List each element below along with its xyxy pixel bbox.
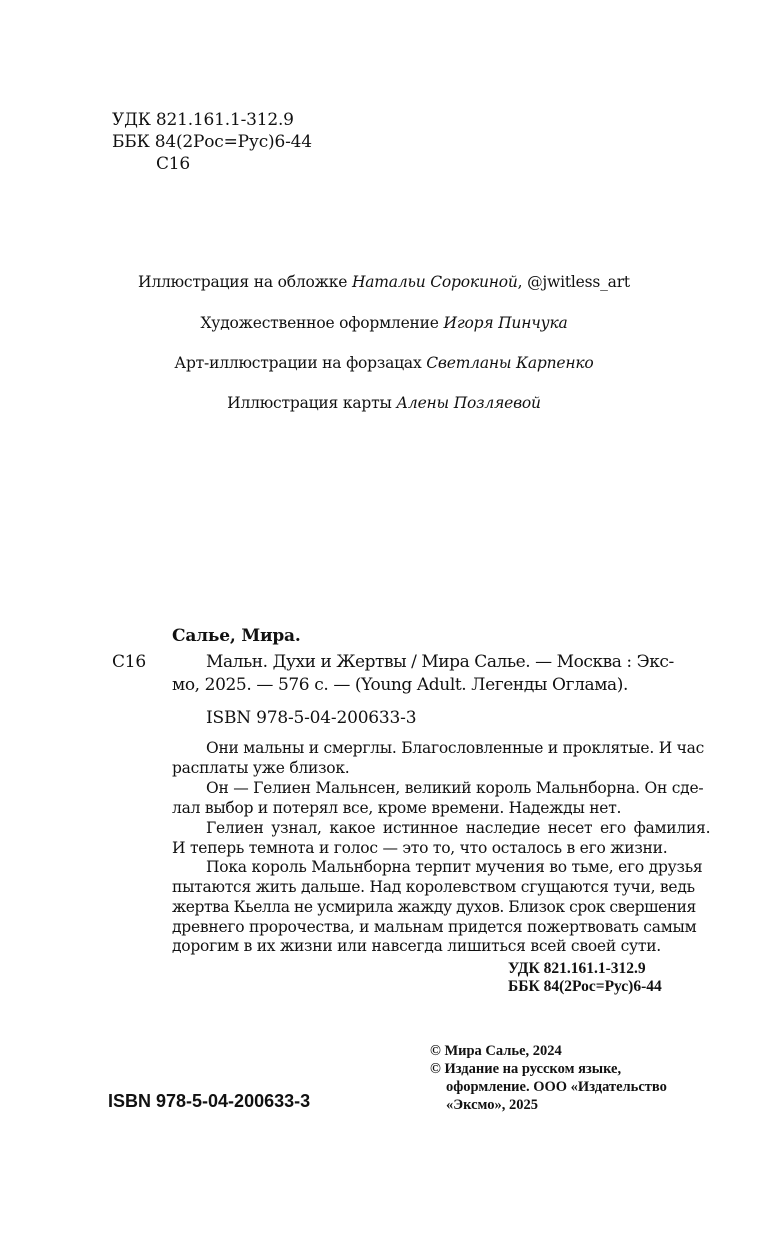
credit-label: Иллюстрация на обложке bbox=[138, 273, 352, 291]
annotation-line: пытаются жить дальше. Над королевством сгущаются тучи, ведь bbox=[172, 878, 695, 896]
isbn-record: ISBN 978-5-04-200633-3 bbox=[206, 708, 417, 728]
credit-endpapers bbox=[0, 354, 768, 372]
author-mark-bib: С16 bbox=[112, 652, 147, 672]
bib-description-line-2: мо, 2025. — 576 с. — (Young Adult. Легенды Оглама). bbox=[172, 675, 629, 695]
author-mark: С16 bbox=[156, 154, 191, 174]
credit-label: Художественное оформление bbox=[200, 314, 444, 332]
copyright-edition: © Издание на русском языке, bbox=[430, 1061, 622, 1077]
annotation-line: дорогим в их жизни или навсегда лишиться всей своей сути. bbox=[172, 937, 661, 955]
copyright-design: оформление. ООО «Издательство bbox=[446, 1079, 667, 1095]
credit-name: Светланы Карпенко bbox=[426, 354, 594, 372]
udk-code-bottom: УДК 821.161.1-312.9 bbox=[508, 960, 646, 977]
copyright-author: © Мира Салье, 2024 bbox=[430, 1043, 562, 1059]
bib-description-line-1: Мальн. Духи и Жертвы / Мира Салье. — Москва : Экс- bbox=[206, 652, 674, 672]
credit-design bbox=[0, 314, 768, 332]
isbn-bottom: ISBN 978-5-04-200633-3 bbox=[108, 1091, 311, 1111]
credit-name: Алены Позляевой bbox=[396, 394, 541, 412]
annotation-line: жертва Кьелла не усмирила жажду духов. Близок срок свершения bbox=[172, 898, 696, 916]
annotation-line: Гелиен узнал, какое истинное наследие несет его фамилия. bbox=[206, 819, 711, 837]
credit-name: Игоря Пинчука bbox=[443, 314, 568, 332]
annotation-line: древнего пророчества, и мальнам придется пожертвовать самым bbox=[172, 918, 697, 936]
udk-code: УДК 821.161.1-312.9 bbox=[112, 110, 294, 130]
annotation-line: Они мальны и смерглы. Благословленные и проклятые. И час bbox=[206, 739, 705, 757]
annotation-line: Он — Гелиен Мальнсен, великий король Мальнборна. Он сде- bbox=[206, 779, 704, 797]
bbk-code-bottom: ББК 84(2Рос=Рус)6-44 bbox=[508, 978, 662, 995]
bbk-code: ББК 84(2Рос=Рус)6-44 bbox=[112, 132, 312, 152]
credit-cover-illustration bbox=[0, 273, 768, 291]
credit-suffix: , @jwitless_art bbox=[517, 273, 630, 291]
credit-name: Натальи Сорокиной bbox=[351, 273, 518, 291]
annotation-line: лал выбор и потерял все, кроме времени. Надежды нет. bbox=[172, 799, 622, 817]
author-heading: Салье, Мира. bbox=[172, 626, 301, 646]
annotation-line: расплаты уже близок. bbox=[172, 759, 350, 777]
copyright-publisher: «Эксмо», 2025 bbox=[446, 1097, 538, 1113]
credit-label: Арт-иллюстрации на форзацах bbox=[174, 354, 427, 372]
annotation-line: Пока король Мальнборна терпит мучения во тьме, его друзья bbox=[206, 858, 703, 876]
annotation-line: И теперь темнота и голос — это то, что осталось в его жизни. bbox=[172, 839, 668, 857]
credit-label: Иллюстрация карты bbox=[227, 394, 397, 412]
credit-map bbox=[0, 394, 768, 412]
